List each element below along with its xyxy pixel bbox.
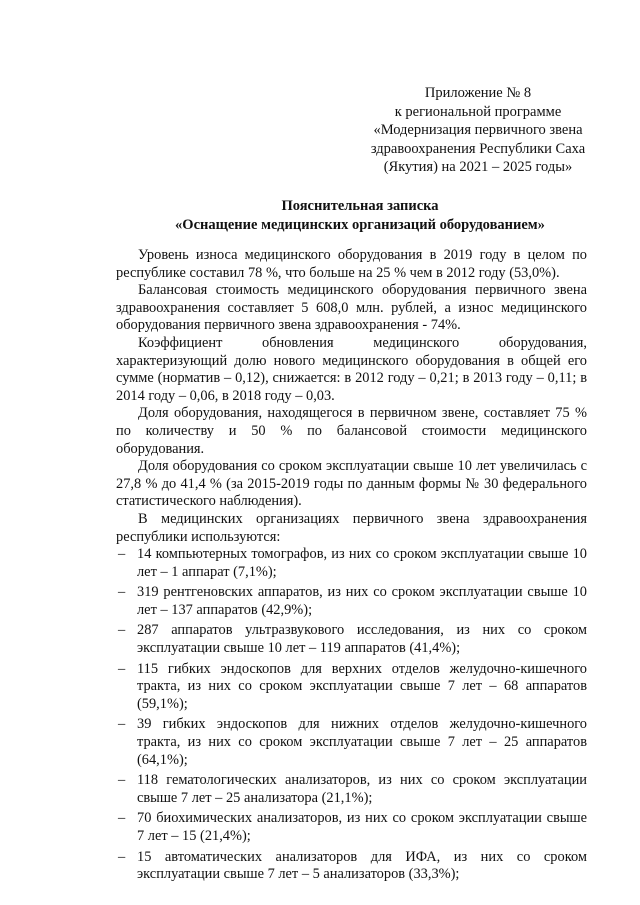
- list-item: [116, 661, 587, 714]
- list-item-text: 15 автоматических анализаторов для ИФА, из них со сроком эксплуатации свыше 7 лет – 5 анализаторов (33,3%);: [137, 848, 587, 883]
- paragraph: Доля оборудования, находящегося в первичном звене, составляет 75 % по количеству и 50 % по балансовой стоимости медицинского оборудования.: [116, 405, 587, 457]
- paragraph: Доля оборудования со сроком эксплуатации свыше 10 лет увеличилась с 27,8 % до 41,4 % (за 2015-2019 годы по данным формы № 30 федерального статистического наблюдения).: [116, 458, 587, 510]
- title-line-2: «Оснащение медицинских организаций оборудованием»: [175, 217, 545, 233]
- paragraph: Коэффициент обновления медицинского оборудования, характеризующий долю нового медицинского оборудования в общей его сумме (норматив – 0,12), снижается: в 2012 году – 0,21; в 2013 году – 0,11; в 2014 году – 0,06, в 2018 году – 0,03.: [116, 334, 587, 404]
- list-item-text: 14 компьютерных томографов, из них со сроком эксплуатации свыше 10 лет – 1 аппарат (7,1%);: [137, 546, 587, 580]
- document-title: [110, 197, 610, 235]
- list-item-text: 70 биохимических анализаторов, из них со сроком эксплуатации свыше 7 лет – 15 (21,4%);: [137, 810, 587, 844]
- list-item: [116, 849, 587, 884]
- document-body: [116, 247, 587, 887]
- dash-marker: –: [118, 810, 126, 827]
- list-item: [116, 716, 587, 769]
- paragraph: Балансовая стоимость медицинского оборудования первичного звена здравоохранения составляет 5 608,0 млн. рублей, а износ медицинского оборудования первичного звена здравоохранения - 74%.: [116, 282, 587, 334]
- title-line-1: Пояснительная записка: [281, 198, 439, 214]
- list-item: [116, 584, 587, 619]
- list-item-text: 118 гематологических анализаторов, из них со сроком эксплуатации свыше 7 лет – 25 анализатора (21,1%);: [137, 772, 587, 806]
- dash-marker: –: [118, 622, 126, 639]
- appendix-line: Приложение № 8: [424, 85, 532, 101]
- list-item: [116, 810, 587, 845]
- equipment-list: [116, 546, 587, 884]
- list-item: [116, 622, 587, 657]
- list-item-text: 319 рентгеновских аппаратов, из них со сроком эксплуатации свыше 10 лет – 137 аппаратов (42,9%);: [137, 584, 587, 618]
- dash-marker: –: [118, 848, 126, 865]
- appendix-line: к региональной программе: [394, 103, 562, 120]
- list-item-text: 287 аппаратов ультразвукового исследования, из них со сроком эксплуатации свыше 10 лет – 119 аппаратов (41,4%);: [137, 622, 587, 657]
- appendix-line: «Модернизация первичного звена: [373, 122, 583, 139]
- appendix-line: здравоохранения Республики Саха: [370, 140, 586, 157]
- list-item: [116, 546, 587, 581]
- dash-marker: –: [118, 772, 126, 789]
- list-item-text: 115 гибких эндоскопов для верхних отделов желудочно-кишечного тракта, из них со сроком эксплуатации свыше 7 лет – 68 аппаратов (59,1%);: [137, 660, 587, 712]
- dash-marker: –: [118, 660, 126, 677]
- dash-marker: –: [118, 716, 126, 733]
- appendix-header: [353, 84, 603, 177]
- dash-marker: –: [118, 546, 126, 563]
- list-item: [116, 772, 587, 807]
- paragraph: В медицинских организациях первичного звена здравоохранения республики используются:: [116, 510, 587, 545]
- paragraph: Уровень износа медицинского оборудования в 2019 году в целом по республике составил 78 %, что больше на 25 % чем в 2012 году (53,0%).: [116, 247, 587, 281]
- list-item-text: 39 гибких эндоскопов для нижних отделов желудочно-кишечного тракта, из них со сроком эксплуатации свыше 7 лет – 25 аппаратов (64,1%);: [137, 716, 587, 768]
- appendix-line: (Якутия) на 2021 – 2025 годы»: [383, 159, 573, 176]
- dash-marker: –: [118, 584, 126, 601]
